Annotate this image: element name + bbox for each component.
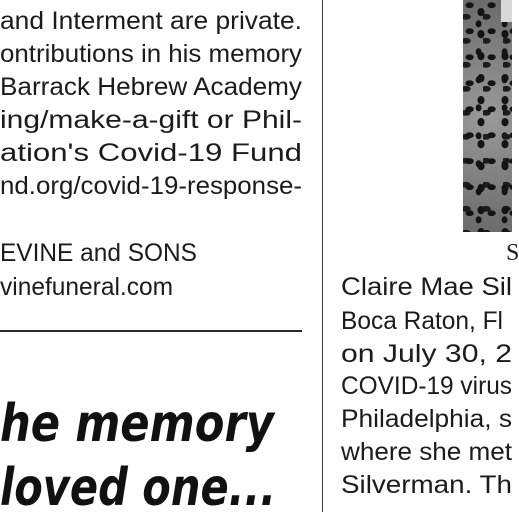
obituary-line: Boca Raton, Fl bbox=[341, 307, 504, 335]
right-column bbox=[323, 0, 519, 512]
funeral-home-name: EVINE and SONS bbox=[0, 239, 197, 267]
section-divider-rule bbox=[0, 330, 302, 332]
obituary-line: nd.org/covid-19-response- bbox=[0, 172, 303, 200]
obituary-line: ation's Covid-19 Fund bbox=[0, 139, 303, 167]
obituary-line: Claire Mae Sil bbox=[341, 273, 512, 301]
obituary-line: on July 30, 2 bbox=[341, 340, 512, 368]
obituary-line: COVID-19 virus bbox=[341, 372, 513, 400]
funeral-home-website: vinefuneral.com bbox=[0, 273, 174, 301]
obituary-line: ontributions in his memory bbox=[0, 40, 303, 68]
photo-caption: S bbox=[506, 240, 519, 266]
obituary-line: Barrack Hebrew Academy bbox=[0, 73, 302, 101]
portrait-photo bbox=[463, 0, 512, 232]
obituary-line: ing/make-a-gift or Phil- bbox=[0, 106, 303, 134]
obituary-line: Silverman. Th bbox=[341, 471, 513, 499]
ad-headline-line: he memory bbox=[0, 394, 275, 454]
ad-headline-line: loved one... bbox=[0, 458, 277, 518]
obituary-line: where she met bbox=[341, 438, 513, 466]
photo-highlight bbox=[501, 0, 512, 22]
obituary-line: and Interment are private. bbox=[0, 7, 302, 35]
obituary-line: Philadelphia, s bbox=[341, 405, 513, 433]
obituary-line bbox=[0, 202, 312, 236]
